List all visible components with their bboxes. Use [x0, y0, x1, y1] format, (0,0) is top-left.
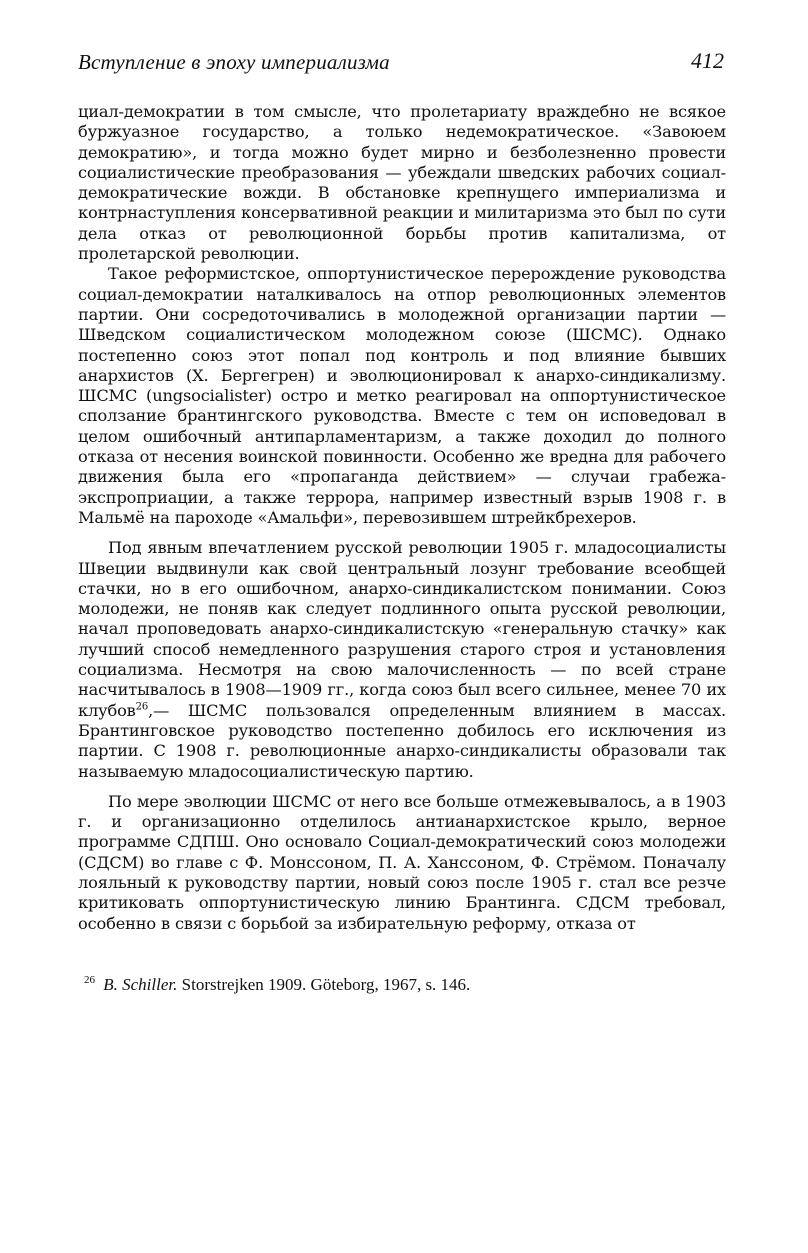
paragraph: По мере эволюции ШСМС от него все больше отмежевывалось, а в 1903 г. и организационно отделилось антианархистское крыло, верное программе СДПШ. Оно основало Социал-демократический союз молодежи (СДСМ) во главе с Ф. Монссоном, П. А. Ханссоном, Ф. Стрёмом. Поначалу лояльный к руководству партии, новый союз после 1905 г. стал все резче критиковать оппортунистическую линию Брантинга. СДСМ требовал, особенно в связи с борьбой за избирательную реформу, отказа от	[78, 791, 726, 933]
running-title: Вступление в эпоху империализма	[78, 50, 390, 74]
paragraph-continued: циал-демократии в том смысле, что пролетариату враждебно не всякое буржуазное государство, а только недемократическое. «Завоюем демократию», и тогда можно будет мирно и безболезненно провести социалистические преобразования — убеждали шведских рабочих социал-демократические вожди. В обстановке крепнущего империализма и контрнаступления консервативной реакции и милитаризма это был по сути дела отказ от революционной борьбы против капитализма, от пролетарской революции.	[78, 102, 726, 264]
running-head	[78, 42, 726, 80]
paragraph-text: ,— ШСМС пользовался определенным влиянием в массах. Брантинговское руководство постепенно добилось его исключения из партии. С 1908 г. революционные анархо-синдикалисты образовали так называемую младосоциалистическую партию.	[78, 700, 726, 781]
paragraph-text: Под явным впечатлением русской революции 1905 г. младосоциалисты Швеции выдвинули как свой центральный лозунг требование всеобщей стачки, но в его ошибочном, анархо-синдикалистском понимании. Союз молодежи, не поняв как следует подлинного опыта русской революции, начал проповедовать анархо-синдикалистскую «генеральную стачку» как лучший способ немедленного разрушения старого строя и установления социализма. Несмотря на свою малочисленность — по всей стране насчитывалось в 1908—1909 гг., когда союз был всего сильнее, менее 70 их клубов	[78, 538, 726, 720]
footnote-author: B. Schiller.	[103, 974, 178, 994]
paragraph	[78, 538, 726, 782]
body-text	[78, 102, 726, 934]
footnote	[78, 974, 726, 996]
paragraph: Такое реформистское, оппортунистическое перерождение руководства социал-демократии наталкивалось на отпор революционных элементов партии. Они сосредоточивались в молодежной организации партии — Шведском социалистическом молодежном союзе (ШСМС). Однако постепенно союз этот попал под контроль и под влияние бывших анархистов (Х. Бергегрен) и эволюционировал к анархо-синдикализму. ШСМС (ungsocialister) остро и метко реагировал на оппортунистическое сползание брантингского руководства. Вместе с тем он исповедовал в целом ошибочный антипарламентаризм, а также доходил до полного отказа от несения воинской повинности. Особенно же вредна для рабочего движения была его «пропаганда действием» — случаи грабежа-экспроприации, а также террора, например известный взрыв 1908 г. в Мальмё на пароходе «Амальфи», перевозившем штрейкбрехеров.	[78, 264, 726, 527]
footnote-reference[interactable]: 26	[135, 701, 149, 713]
book-page	[78, 42, 726, 996]
footnote-mark: 26	[84, 974, 95, 987]
page-number: 412	[691, 48, 724, 73]
footnote-text: Storstrejken 1909. Göteborg, 1967, s. 146.	[181, 974, 471, 994]
